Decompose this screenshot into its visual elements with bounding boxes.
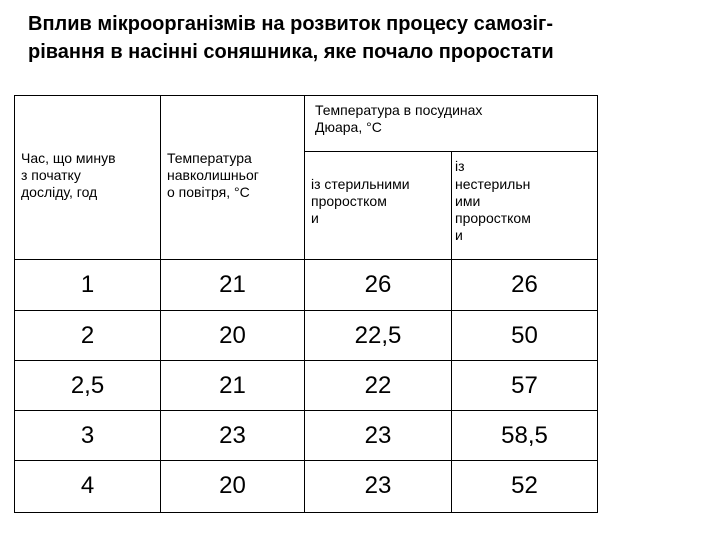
table-cell: 57: [511, 372, 538, 399]
header-sterile-sprouts: із стерильними проростком и: [311, 176, 410, 226]
table-cell: 21: [219, 372, 246, 399]
header-nonsterile-prefix: із: [455, 158, 465, 174]
table-cell: 3: [80, 422, 95, 449]
table-cell: 23: [219, 422, 246, 449]
table-cell: 58,5: [501, 422, 548, 449]
table-cell: 23: [364, 472, 392, 499]
table-cell: 22: [364, 372, 392, 399]
table-cell: 22,5: [354, 322, 402, 349]
header-dewar-temperature: Температура в посудинах Дюара, °С: [315, 102, 483, 135]
table-cell: 2,5: [70, 372, 105, 399]
table-cell: 21: [219, 271, 246, 298]
data-table: [14, 95, 598, 513]
table-cell: 26: [511, 271, 538, 298]
grid-line: [304, 151, 597, 152]
table-cell: 2: [80, 322, 95, 349]
table-cell: 26: [364, 271, 392, 298]
table-cell: 50: [511, 322, 538, 349]
header-air-temperature: Температура навколишньог о повітря, °С: [167, 150, 259, 200]
page-title: Вплив мікроорганізмів на розвиток процесу самозіг- рівання в насінні соняшника, яке почало проростати: [28, 13, 554, 63]
table-cell: 4: [80, 472, 95, 499]
table-cell: 23: [364, 422, 392, 449]
table-cell: 20: [219, 472, 246, 499]
header-nonsterile-sprouts: нестерильн ими проростком и: [455, 176, 531, 243]
table-cell: 52: [511, 472, 538, 499]
table-cell: 20: [219, 322, 246, 349]
table-cell: 1: [80, 271, 95, 298]
header-time: Час, що минув з початку досліду, год: [21, 150, 116, 200]
